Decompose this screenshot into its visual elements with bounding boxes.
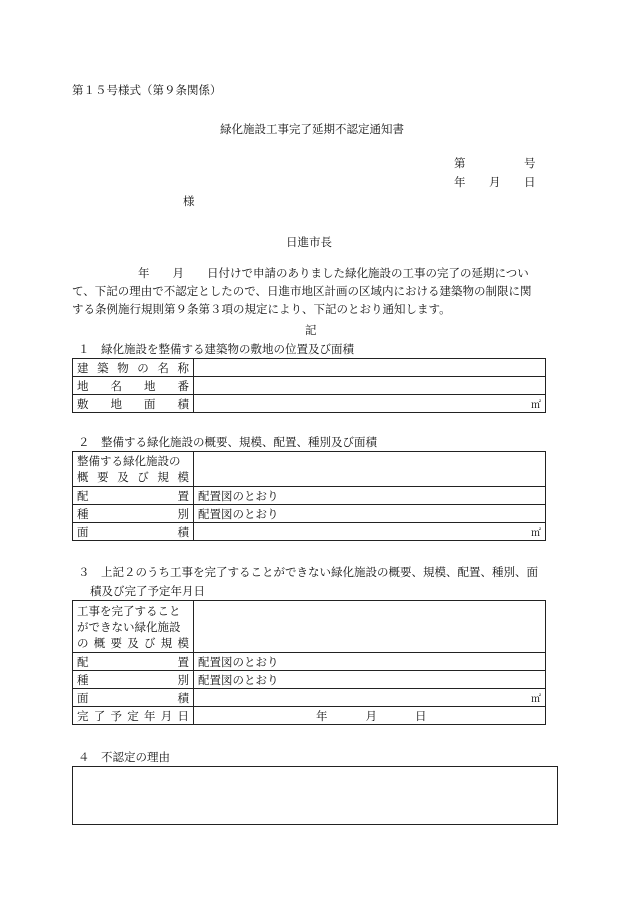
label-char: 予 (110, 708, 122, 723)
label-char: 模 (177, 635, 189, 650)
label-char: 種 (77, 506, 89, 521)
lot-address-label (77, 378, 189, 394)
document-title: 緑化施設工事完了延期不認定通知書 (220, 122, 404, 136)
table-row (73, 487, 546, 505)
label-char: 概 (93, 635, 106, 650)
table-row (73, 505, 546, 523)
placement-label (77, 488, 189, 504)
overview-label (73, 452, 194, 487)
label-char: 配 (77, 654, 89, 669)
label-char: 模 (177, 470, 189, 484)
label-char: び (144, 635, 156, 650)
notice-body (72, 264, 548, 318)
label-char: 地 (110, 396, 122, 411)
body-line-3: する条例施行規則第９条第３項の規定により、下記のとおり通知します。 (72, 302, 451, 316)
section2-heading: ２ 整備する緑化施設の概要、規模、配置、種別及び面積 (78, 435, 377, 449)
label-char: 配 (77, 488, 89, 503)
row-label (73, 653, 194, 671)
row-label (73, 523, 194, 541)
label-char: 積 (177, 524, 189, 539)
table-row (73, 377, 546, 395)
label-char: の (137, 360, 149, 375)
doc-number-prefix: 第 (454, 156, 466, 170)
label-char: 月 (160, 708, 173, 723)
completion-day-label: 日 (415, 708, 427, 723)
overview-label-line1: 整備する緑化施設の (77, 454, 181, 468)
row-label (73, 707, 194, 725)
table-row (73, 707, 546, 725)
addressee-suffix: 様 (183, 194, 195, 208)
square-meter-unit: ㎡ (531, 400, 541, 411)
overview-label-line1: 工事を完了すること (77, 603, 181, 618)
label-char: 別 (177, 672, 189, 687)
placement-value[interactable]: 配置図のとおり (194, 487, 546, 505)
site-area-label (77, 396, 189, 412)
date-month-label: 月 (489, 175, 501, 189)
label-char: 築 (97, 360, 109, 375)
ki-mark: 記 (305, 323, 317, 337)
row-label (73, 505, 194, 523)
type-label (77, 672, 189, 688)
overview-value[interactable] (194, 452, 546, 487)
type-label (77, 506, 189, 522)
label-char: 名 (110, 378, 122, 393)
overview-label-line2 (77, 469, 189, 485)
label-char: 面 (77, 690, 89, 705)
label-char: 日 (177, 708, 189, 723)
row-label (73, 395, 194, 413)
building-name-value[interactable] (194, 359, 546, 377)
form-number: 第１５号様式（第９条関係） (72, 83, 222, 97)
body-line-1: 年 月 日付けで申請のありました緑化施設の工事の完了の延期につい (138, 266, 529, 280)
table-row (73, 653, 546, 671)
label-char: 置 (177, 654, 189, 669)
row-label (73, 487, 194, 505)
row-label (73, 671, 194, 689)
label-char: 敷 (77, 396, 89, 411)
label-char: 年 (144, 708, 156, 723)
table-row (73, 452, 546, 487)
label-char: 及 (127, 635, 139, 650)
label-char: 概 (77, 470, 89, 484)
section3-heading-line2: 積及び完了予定年月日 (90, 584, 205, 598)
section3-heading-line1: ３ 上記２のうち工事を完了することができない緑化施設の概要、規模、配置、種別、面 (78, 565, 538, 579)
label-char: 規 (160, 635, 173, 650)
area-label (77, 524, 189, 540)
label-char: 番 (177, 378, 189, 393)
label-char: 定 (127, 708, 139, 723)
label-char: 要 (97, 470, 109, 484)
row-label (73, 359, 194, 377)
label-char: 物 (117, 360, 129, 375)
label-char: 面 (77, 524, 89, 539)
row-label (73, 689, 194, 707)
completion-month-label: 月 (365, 708, 377, 723)
square-meter-unit: ㎡ (531, 528, 541, 539)
label-char: 面 (144, 396, 156, 411)
site-area-cell[interactable] (194, 395, 546, 413)
table-row (73, 671, 546, 689)
label-char: 種 (77, 672, 89, 687)
overview-label-line3 (77, 635, 189, 651)
label-char: び (137, 470, 149, 484)
overview-label (73, 601, 194, 653)
label-char: 置 (177, 488, 189, 503)
label-char: 完 (77, 708, 89, 723)
area-label (77, 690, 189, 706)
section1-heading: １ 緑化施設を整備する建築物の敷地の位置及び面積 (78, 342, 354, 356)
section2-table (72, 451, 546, 541)
row-label (73, 377, 194, 395)
date-day-label: 日 (524, 175, 536, 189)
square-meter-unit: ㎡ (531, 694, 541, 705)
label-char: 了 (93, 708, 106, 723)
building-name-label (77, 360, 189, 376)
overview-value[interactable] (194, 601, 546, 653)
label-char: 称 (177, 360, 189, 375)
completion-year-label: 年 (316, 708, 328, 723)
section1-table (72, 358, 546, 413)
completion-date-value[interactable] (194, 707, 546, 725)
label-char: 地 (77, 378, 89, 393)
section3-table (72, 600, 546, 725)
area-cell[interactable] (194, 689, 546, 707)
label-char: の (77, 635, 89, 650)
type-value[interactable]: 配置図のとおり (194, 505, 546, 523)
label-char: 名 (157, 360, 169, 375)
label-char: 積 (177, 690, 189, 705)
overview-label-line2: ができない緑化施設 (77, 619, 181, 634)
table-row (73, 395, 546, 413)
label-char: 建 (77, 360, 89, 375)
label-char: 及 (117, 470, 129, 484)
label-char: 積 (177, 396, 189, 411)
label-char: 規 (157, 470, 169, 484)
table-row (73, 689, 546, 707)
reason-box[interactable] (72, 766, 558, 825)
doc-number-suffix: 号 (524, 156, 536, 170)
issuer-name: 日進市長 (286, 235, 332, 249)
body-line-2: て、下記の理由で不認定としたので、日進市地区計画の区域内における建築物の制限に関 (72, 284, 532, 298)
table-row (73, 523, 546, 541)
label-char: 地 (144, 378, 156, 393)
label-char: 別 (177, 506, 189, 521)
date-year-label: 年 (454, 175, 466, 189)
table-row (73, 359, 546, 377)
completion-date-label (77, 708, 189, 724)
type-value[interactable]: 配置図のとおり (194, 671, 546, 689)
placement-value[interactable]: 配置図のとおり (194, 653, 546, 671)
section4-heading: ４ 不認定の理由 (78, 750, 170, 764)
placement-label (77, 654, 189, 670)
table-row (73, 601, 546, 653)
lot-address-value[interactable] (194, 377, 546, 395)
label-char: 要 (110, 635, 122, 650)
area-cell[interactable] (194, 523, 546, 541)
